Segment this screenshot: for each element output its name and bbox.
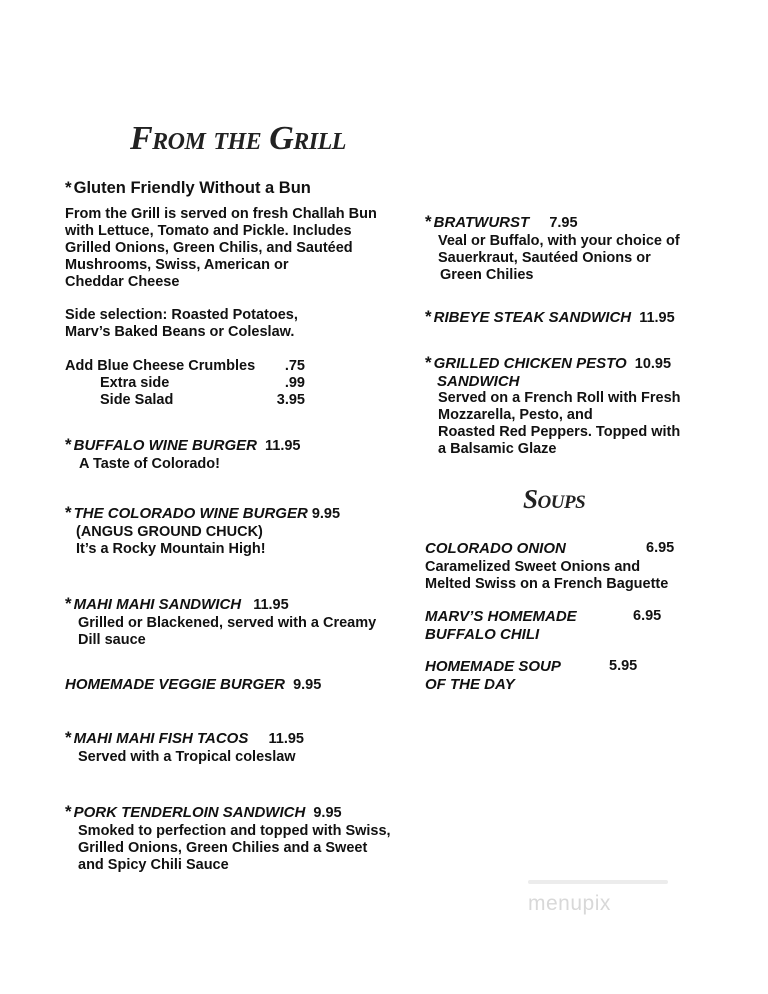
item-name: GRILLED CHICKEN PESTO: [433, 355, 627, 372]
item-name: MAHI MAHI FISH TACOS: [73, 730, 249, 747]
item-price: 9.95: [313, 805, 342, 821]
item-desc: Roasted Red Peppers. Topped with: [438, 424, 681, 440]
addon-row: [65, 358, 305, 375]
item-desc: Sauerkraut, Sautéed Onions or: [438, 250, 651, 266]
item-price: 11.95: [265, 438, 301, 454]
item-desc: Grilled or Blackened, served with a Creamy: [78, 615, 377, 631]
gluten-note-text: Gluten Friendly Without a Bun: [73, 179, 311, 197]
menu-item-veggie-burger: [65, 676, 321, 694]
menu-item-bratwurst: [425, 213, 680, 284]
asterisk-icon: *: [65, 728, 72, 747]
menu-item-pork-tenderloin: [65, 803, 391, 874]
addon-row: [65, 375, 305, 392]
item-desc: Melted Swiss on a French Baguette: [425, 576, 669, 592]
item-desc: A Taste of Colorado!: [79, 456, 220, 472]
intro-line: Cheddar Cheese: [65, 274, 180, 290]
gluten-note: [65, 178, 311, 198]
item-price: 6.95: [633, 608, 662, 624]
soup-item-soup-of-day: [425, 658, 638, 693]
addons-list: [65, 358, 305, 409]
item-desc: Caramelized Sweet Onions and: [425, 559, 641, 575]
asterisk-icon: *: [65, 594, 72, 613]
addon-label: Extra side: [100, 375, 170, 391]
addon-row: [65, 392, 305, 409]
side-line: Marv’s Baked Beans or Coleslaw.: [65, 324, 295, 340]
item-name: THE COLORADO WINE BURGER: [73, 505, 308, 522]
menu-item-buffalo-wine-burger: [65, 436, 301, 473]
item-name: PORK TENDERLOIN SANDWICH: [73, 804, 306, 821]
menu-item-chicken-pesto: [425, 354, 681, 458]
item-price: 6.95: [646, 540, 675, 556]
intro-line: with Lettuce, Tomato and Pickle. Includes: [65, 223, 352, 239]
addon-price: .99: [284, 375, 305, 391]
asterisk-icon: *: [65, 435, 72, 454]
menu-item-fish-tacos: [65, 729, 304, 766]
item-name-cont: SANDWICH: [437, 373, 520, 390]
asterisk-icon: *: [65, 503, 72, 522]
intro-line: Mushrooms, Swiss, American or: [65, 257, 289, 273]
item-desc: Served on a French Roll with Fresh: [438, 390, 681, 406]
item-name: MARV’S HOMEMADE: [425, 608, 577, 625]
item-desc: a Balsamic Glaze: [438, 441, 557, 457]
asterisk-icon: *: [65, 802, 72, 821]
item-name-cont: OF THE DAY: [425, 676, 515, 693]
item-name: MAHI MAHI SANDWICH: [73, 596, 242, 613]
grill-section-title: From the Grill: [130, 120, 346, 157]
watermark-bar: [528, 880, 668, 884]
watermark-logo: menupix: [528, 892, 611, 915]
item-name: BUFFALO WINE BURGER: [73, 437, 257, 454]
item-name-cont: BUFFALO CHILI: [425, 626, 540, 643]
watermark: [528, 880, 678, 916]
item-desc: Dill sauce: [78, 632, 146, 648]
item-desc: Veal or Buffalo, with your choice of: [438, 233, 680, 249]
item-price: 5.95: [609, 658, 638, 674]
menu-item-colorado-wine-burger: [65, 504, 340, 558]
soup-item-colorado-onion: [425, 540, 675, 593]
asterisk-icon: *: [425, 353, 432, 372]
intro-line: From the Grill is served on fresh Challah Bun: [65, 206, 377, 222]
item-desc: and Spicy Chili Sauce: [78, 857, 229, 873]
item-desc: Mozzarella, Pesto, and: [438, 407, 593, 423]
soups-section-title: Soups: [523, 484, 586, 514]
item-desc: Grilled Onions, Green Chilies and a Sweet: [78, 840, 368, 856]
item-price: 9.95: [293, 677, 322, 693]
item-price: 10.95: [634, 356, 672, 372]
addon-price: 3.95: [276, 392, 305, 408]
item-name: RIBEYE STEAK SANDWICH: [433, 309, 632, 326]
menu-item-ribeye: [425, 308, 675, 327]
item-name: COLORADO ONION: [425, 540, 566, 557]
item-name: HOMEMADE SOUP: [425, 658, 561, 675]
addon-label: Side Salad: [100, 392, 174, 408]
side-line: Side selection: Roasted Potatoes,: [65, 307, 298, 323]
intro-line: Grilled Onions, Green Chilis, and Sautéed: [65, 240, 353, 256]
item-desc: Green Chilies: [440, 267, 534, 283]
asterisk-icon: *: [65, 178, 72, 197]
item-price: 11.95: [253, 597, 289, 613]
item-price: 7.95: [549, 215, 578, 231]
addon-label: Add Blue Cheese Crumbles: [65, 358, 256, 374]
item-desc: Smoked to perfection and topped with Swiss,: [78, 823, 391, 839]
item-desc: (ANGUS GROUND CHUCK): [76, 524, 263, 540]
soup-item-buffalo-chili: [425, 608, 662, 643]
side-selection: [65, 307, 298, 341]
item-price: 11.95: [268, 731, 304, 747]
menu-item-mahi-mahi-sandwich: [65, 595, 376, 649]
item-desc: It’s a Rocky Mountain High!: [76, 541, 266, 557]
item-price: 9.95: [311, 506, 341, 522]
item-name: HOMEMADE VEGGIE BURGER: [65, 676, 286, 693]
item-desc: Served with a Tropical coleslaw: [78, 749, 296, 765]
grill-intro: [65, 206, 377, 291]
item-name: BRATWURST: [433, 214, 530, 231]
asterisk-icon: *: [425, 307, 432, 326]
asterisk-icon: *: [425, 212, 432, 231]
addon-price: .75: [284, 358, 305, 374]
item-price: 11.95: [639, 310, 675, 326]
